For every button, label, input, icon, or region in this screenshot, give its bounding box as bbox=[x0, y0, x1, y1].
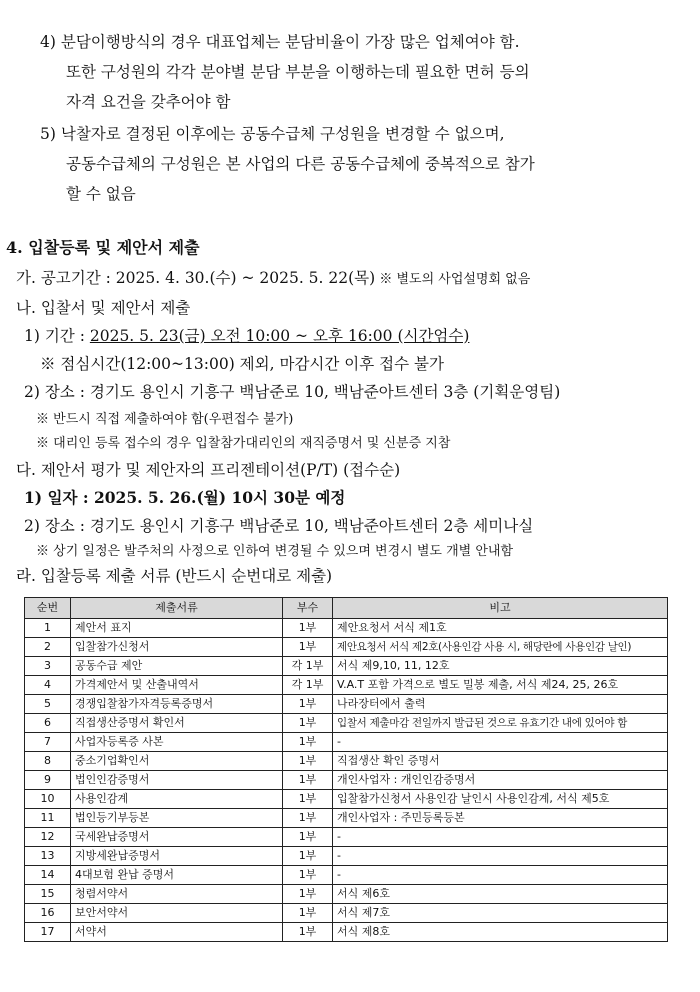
cell-number: 11 bbox=[25, 809, 71, 828]
cell-remarks: 나라장터에서 출력 bbox=[333, 695, 668, 714]
cell-document: 가격제안서 및 산출내역서 bbox=[71, 676, 283, 695]
item-4-line-3: 자격 요건을 갖추어야 함 bbox=[66, 93, 231, 111]
table-row bbox=[25, 733, 668, 752]
cell-remarks: 개인사업자 : 주민등록등본 bbox=[333, 809, 668, 828]
cell-document: 법인인감증명서 bbox=[71, 771, 283, 790]
table-row bbox=[25, 676, 668, 695]
cell-remarks: 입찰참가신청서 사용인감 날인시 사용인감계, 서식 제5호 bbox=[333, 790, 668, 809]
cell-remarks: - bbox=[333, 847, 668, 866]
cell-document: 법인등기부등본 bbox=[71, 809, 283, 828]
cell-document: 사용인감계 bbox=[71, 790, 283, 809]
cell-number: 16 bbox=[25, 904, 71, 923]
cell-document: 사업자등록증 사본 bbox=[71, 733, 283, 752]
na2-location: 2) 장소 : 경기도 용인시 기흥구 백남준로 10, 백남준아트센터 3층 (기획운영팀) bbox=[24, 383, 561, 401]
header-remarks: 비고 bbox=[333, 598, 668, 619]
table-row bbox=[25, 657, 668, 676]
item-5-line-3: 할 수 없음 bbox=[66, 185, 136, 203]
cell-document: 입찰참가신청서 bbox=[71, 638, 283, 657]
cell-document: 직접생산증명서 확인서 bbox=[71, 714, 283, 733]
cell-number: 15 bbox=[25, 885, 71, 904]
ga-label: 가. 공고기간 : bbox=[16, 269, 116, 287]
cell-number: 10 bbox=[25, 790, 71, 809]
cell-document: 지방세완납증명서 bbox=[71, 847, 283, 866]
cell-remarks: 제안요청서 서식 제2호(사용인감 사용 시, 해당란에 사용인감 날인) bbox=[333, 638, 668, 657]
item-5 bbox=[40, 124, 505, 144]
cell-number: 14 bbox=[25, 866, 71, 885]
cell-remarks: 서식 제6호 bbox=[333, 885, 668, 904]
na1-note: ※ 점심시간(12:00~13:00) 제외, 마감시간 이후 접수 불가 bbox=[40, 355, 444, 373]
na2-note-1: ※ 반드시 직접 제출하여야 함(우편접수 불가) bbox=[36, 412, 294, 427]
header-copies: 부수 bbox=[283, 598, 333, 619]
cell-remarks: 서식 제9,10, 11, 12호 bbox=[333, 657, 668, 676]
cell-remarks: V.A.T 포함 가격으로 별도 밀봉 제출, 서식 제24, 25, 26호 bbox=[333, 676, 668, 695]
cell-remarks: - bbox=[333, 828, 668, 847]
header-document: 제출서류 bbox=[71, 598, 283, 619]
cell-copies: 1부 bbox=[283, 619, 333, 638]
table-row bbox=[25, 714, 668, 733]
cell-copies: 각 1부 bbox=[283, 657, 333, 676]
cell-number: 8 bbox=[25, 752, 71, 771]
na2-note-2: ※ 대리인 등록 접수의 경우 입찰참가대리인의 재직증명서 및 신분증 지참 bbox=[36, 436, 451, 451]
table-row bbox=[25, 695, 668, 714]
ga-announcement-period bbox=[16, 268, 530, 290]
table-row bbox=[25, 904, 668, 923]
cell-copies: 1부 bbox=[283, 885, 333, 904]
cell-remarks: 직접생산 확인 증명서 bbox=[333, 752, 668, 771]
na1-label: 1) 기간 : bbox=[24, 327, 90, 345]
cell-document: 4대보험 완납 증명서 bbox=[71, 866, 283, 885]
da-label: 다. 제안서 평가 및 제안자의 프리젠테이션(P/T) (접수순) bbox=[16, 461, 401, 479]
cell-copies: 1부 bbox=[283, 752, 333, 771]
cell-remarks: 서식 제8호 bbox=[333, 923, 668, 942]
cell-number: 12 bbox=[25, 828, 71, 847]
cell-remarks: - bbox=[333, 733, 668, 752]
table-row bbox=[25, 866, 668, 885]
item-4-line-1: 분담이행방식의 경우 대표업체는 분담비율이 가장 많은 업체여야 함. bbox=[60, 33, 520, 51]
item-4-number: 4) bbox=[40, 33, 56, 51]
cell-copies: 1부 bbox=[283, 923, 333, 942]
cell-document: 청렴서약서 bbox=[71, 885, 283, 904]
item-5-number: 5) bbox=[40, 125, 56, 143]
cell-copies: 1부 bbox=[283, 695, 333, 714]
cell-document: 보안서약서 bbox=[71, 904, 283, 923]
cell-number: 3 bbox=[25, 657, 71, 676]
cell-number: 7 bbox=[25, 733, 71, 752]
item-4 bbox=[40, 32, 520, 52]
cell-number: 17 bbox=[25, 923, 71, 942]
na1-period bbox=[24, 326, 469, 346]
ra-label: 라. 입찰등록 제출 서류 (반드시 순번대로 제출) bbox=[16, 567, 333, 585]
table-row bbox=[25, 790, 668, 809]
cell-remarks: 제안요청서 서식 제1호 bbox=[333, 619, 668, 638]
cell-copies: 1부 bbox=[283, 733, 333, 752]
item-5-line-1: 낙찰자로 결정된 이후에는 공동수급체 구성원을 변경할 수 없으며, bbox=[60, 125, 505, 143]
cell-copies: 1부 bbox=[283, 904, 333, 923]
header-number: 순번 bbox=[25, 598, 71, 619]
cell-copies: 1부 bbox=[283, 638, 333, 657]
cell-copies: 1부 bbox=[283, 771, 333, 790]
cell-document: 서약서 bbox=[71, 923, 283, 942]
ga-note: ※ 별도의 사업설명회 없음 bbox=[375, 272, 531, 287]
cell-document: 경쟁입찰참가자격등록증명서 bbox=[71, 695, 283, 714]
table-row bbox=[25, 752, 668, 771]
cell-remarks: - bbox=[333, 866, 668, 885]
cell-remarks: 개인사업자 : 개인인감증명서 bbox=[333, 771, 668, 790]
submission-documents-table bbox=[24, 597, 668, 942]
cell-document: 국세완납증명서 bbox=[71, 828, 283, 847]
table-row bbox=[25, 885, 668, 904]
cell-copies: 각 1부 bbox=[283, 676, 333, 695]
cell-number: 2 bbox=[25, 638, 71, 657]
table-row bbox=[25, 619, 668, 638]
da1-date: 1) 일자 : 2025. 5. 26.(월) 10시 30분 예정 bbox=[24, 488, 346, 507]
cell-copies: 1부 bbox=[283, 714, 333, 733]
cell-remarks: 서식 제7호 bbox=[333, 904, 668, 923]
cell-number: 6 bbox=[25, 714, 71, 733]
da2-location: 2) 장소 : 경기도 용인시 기흥구 백남준로 10, 백남준아트센터 2층 세미나실 bbox=[24, 517, 534, 535]
na1-value: 2025. 5. 23(금) 오전 10:00 ~ 오후 16:00 (시간엄수) bbox=[89, 327, 470, 345]
cell-number: 4 bbox=[25, 676, 71, 695]
cell-document: 제안서 표지 bbox=[71, 619, 283, 638]
item-4-line-2: 또한 구성원의 각각 분야별 분담 부분을 이행하는데 필요한 면허 등의 bbox=[66, 63, 530, 81]
da-note: ※ 상기 일정은 발주처의 사정으로 인하여 변경될 수 있으며 변경시 별도 개별 안내함 bbox=[36, 544, 514, 559]
cell-copies: 1부 bbox=[283, 828, 333, 847]
table-row bbox=[25, 828, 668, 847]
ga-period: 2025. 4. 30.(수) ~ 2025. 5. 22(목) bbox=[115, 269, 376, 287]
cell-copies: 1부 bbox=[283, 847, 333, 866]
na-label: 나. 입찰서 및 제안서 제출 bbox=[16, 299, 191, 317]
table-row bbox=[25, 923, 668, 942]
section-4-heading: 4. 입찰등록 및 제안서 제출 bbox=[6, 238, 200, 257]
cell-number: 5 bbox=[25, 695, 71, 714]
table-row bbox=[25, 638, 668, 657]
table-row bbox=[25, 847, 668, 866]
table-header-row bbox=[25, 598, 668, 619]
cell-number: 13 bbox=[25, 847, 71, 866]
cell-document: 공동수급 제안 bbox=[71, 657, 283, 676]
cell-copies: 1부 bbox=[283, 809, 333, 828]
cell-document: 중소기업확인서 bbox=[71, 752, 283, 771]
cell-number: 9 bbox=[25, 771, 71, 790]
cell-number: 1 bbox=[25, 619, 71, 638]
table-row bbox=[25, 771, 668, 790]
cell-copies: 1부 bbox=[283, 866, 333, 885]
item-5-line-2: 공동수급체의 구성원은 본 사업의 다른 공동수급체에 중복적으로 참가 bbox=[66, 155, 535, 173]
cell-copies: 1부 bbox=[283, 790, 333, 809]
cell-remarks: 입찰서 제출마감 전일까지 발급된 것으로 유효기간 내에 있어야 함 bbox=[333, 714, 668, 733]
table-row bbox=[25, 809, 668, 828]
